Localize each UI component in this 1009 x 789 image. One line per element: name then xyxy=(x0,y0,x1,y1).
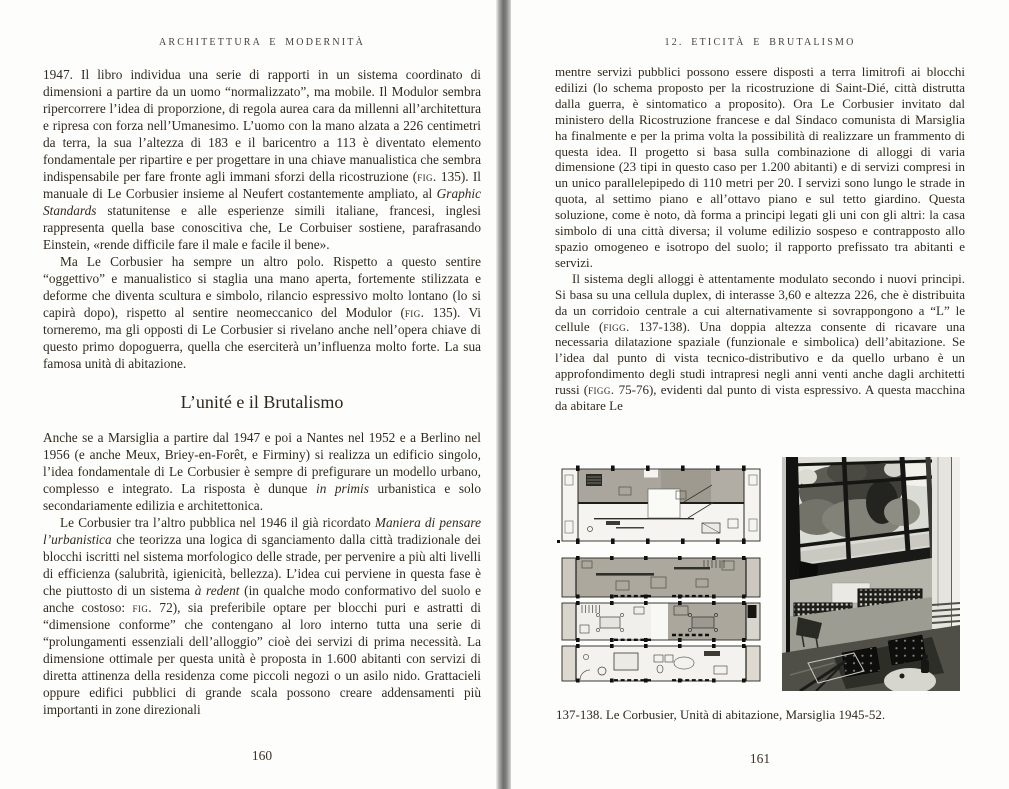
paragraph: Anche se a Marsiglia a partire dal 1947 e poi a Nantes nel 1952 e a Berlino nel 1956 (e anche Meux, Briey-en-Forêt, e Firminy) si realizza un edificio singolo, l’idea fondamentale di Le Corbusier è sempre di prefigurare un modello urbano, complesso e integrato. La risposta è dunque in primis urbanistica e solo secondariamente edilizia e architettonica. xyxy=(43,430,481,513)
duplex-section-drawing xyxy=(557,466,760,545)
left-page xyxy=(0,0,497,789)
running-head-left: ARCHITETTURA E MODERNITÀ xyxy=(158,37,365,48)
paragraph: Le Corbusier tra l’altro pubblica nel 1946 il già ricordato Maniera di pensare l’urbanistica che teorizza una logica di sganciamento dalla città tradizionale dei blocchi iscritti nel sistema morfologico delle strade, per pervenire a più alti livelli di efficienza (salubrità, igienicità, bellezza). L’idea cui perviene in questa fase è che piuttosto di un sistema à redent (in qualche modo conformativo del suolo e anche costoso: fig. 72), sia preferibile optare per blocchi puri e astratti di “dimensione conforme” che contengano al loro interno tutta una serie di “prolungamenti essenziali dell’alloggio” cioè dei servizi di prima necessità. La dimensione ottimale per questa unità è proposta in 1.600 abitanti con servizi di diretta attinenza della residenza come piccoli negozi o un asilo nido. Grattacieli oppure edifici pubblici di grande scala possono creare addensamenti più importanti in zone direzionali xyxy=(43,515,481,717)
floor-plan-lower xyxy=(562,644,760,683)
floor-plan-upper xyxy=(562,556,760,599)
left-page-body xyxy=(43,66,481,718)
page-number-left: 160 xyxy=(251,748,273,763)
paragraph: Il sistema degli alloggi è attentamente modulato secondo i nuovi principi. Si basa su una cellula duplex, di interasse 3,60 e altezza 226, che è distribuita da un corridoio centrale a cui alternativamente si sovrappongono a “L” le cellule (figg. 137-138). Una doppia altezza consente di ricavare una necessaria dilatazione spaziale (funzionale e simbolica) dell’abitazione. Se l’idea dal punto di vista tecnico-distributivo e da quello urbano è un approfondimento degli studi intrapresi negli anni venti anche dagli architetti russi (figg. 75-76), evidenti dal punto di vista espressivo. A questa macchina da abitare Le xyxy=(555,270,965,414)
right-page-body xyxy=(555,64,965,414)
figure-138-interior-photo xyxy=(782,457,960,691)
figure-137-floor-plans xyxy=(556,461,768,684)
page-number-right: 161 xyxy=(749,751,771,766)
figure-caption: 137-138. Le Corbusier, Unità di abitazione, Marsiglia 1945-52. xyxy=(556,707,886,722)
section-heading: L’unité e il Brutalismo xyxy=(180,392,344,412)
paragraph: Ma Le Corbusier ha sempre un altro polo. Rispetto a questo sentire “oggettivo” e manualistico si staglia una mano aperta, fortemente stilizzata e deforme che diventa scultura e simbolo, rilancio espressivo molto lontano (lo si capirà dopo), rispetto al sentire neomeccanico del Modulor (fig. 135). Vi torneremo, ma gli opposti di Le Corbusier si rivelano anche nell’opera chiave di questo primo dopoguerra, quella che eserciterà un’influenza molto forte. La sua famosa unità di abitazione. xyxy=(43,254,482,371)
running-head-right: 12. ETICITÀ E BRUTALISMO xyxy=(664,37,856,48)
right-page xyxy=(511,0,1009,789)
floor-plan-middle xyxy=(562,601,760,642)
paragraph: mentre servizi pubblici possono essere disposti a terra limitrofi ai blocchi edilizi (lo schema proposto per la ricostruzione di Saint-Dié, città distrutta dalla guerra, è sintomatico a proposito). Ora Le Corbusier invitato dal ministero della Ricostruzione francese e dal Sindaco comunista di Marsiglia ha finalmente e per la prima volta la possibilità di realizzare un frammento di questa idea. Il progetto si basa sulla combinazione di alloggi di varia dimensione (23 tipi in questo caso per 1.200 abitanti) e di servizi compresi in un unico parallelepipedo di 110 metri per 20. I servizi sono lungo le strade in quota, al settimo piano e all’ottavo piano e sul tetto giardino. Questa soluzione, come è noto, dà forma a principi legati gli uni con gli altri: la casa simbolo di una città diversa; il volume edilizio sospeso e contrapposto allo spazio omogeneo e isotropo del suolo; il rapporto prefissato tra abitanti e servizi. xyxy=(555,64,965,270)
book-gutter xyxy=(496,0,512,789)
paragraph: 1947. Il libro individua una serie di rapporti in un sistema coordinato di dimensioni a partire da un uomo “normalizzato”, ma mobile. Il Modulor sembra ripercorrere l’idea di proporzione, di regola aurea cara da millenni all’architettura e ripresa con forza nell’Umanesimo. L’uomo con la mano alzata a 226 centimetri da terra, la sua l’altezza di 183 e il baricentro a 113 è diventato elemento fondamentale per ripartire e per progettare in una chiave manualistica che sembra indispensabile per fare fronte agli immani sforzi della ricostruzione (fig. 135). Il manuale di Le Corbusier insieme al Neufert costantemente ampliato, al Graphic Standards statunitense e alle esperienze simili italiane, francesi, inglesi rappresenta quella base conoscitiva che, Le Corbuiser sostiene, parafrasando Einstein, «rende difficile fare il male e facile il bene». xyxy=(43,67,481,252)
